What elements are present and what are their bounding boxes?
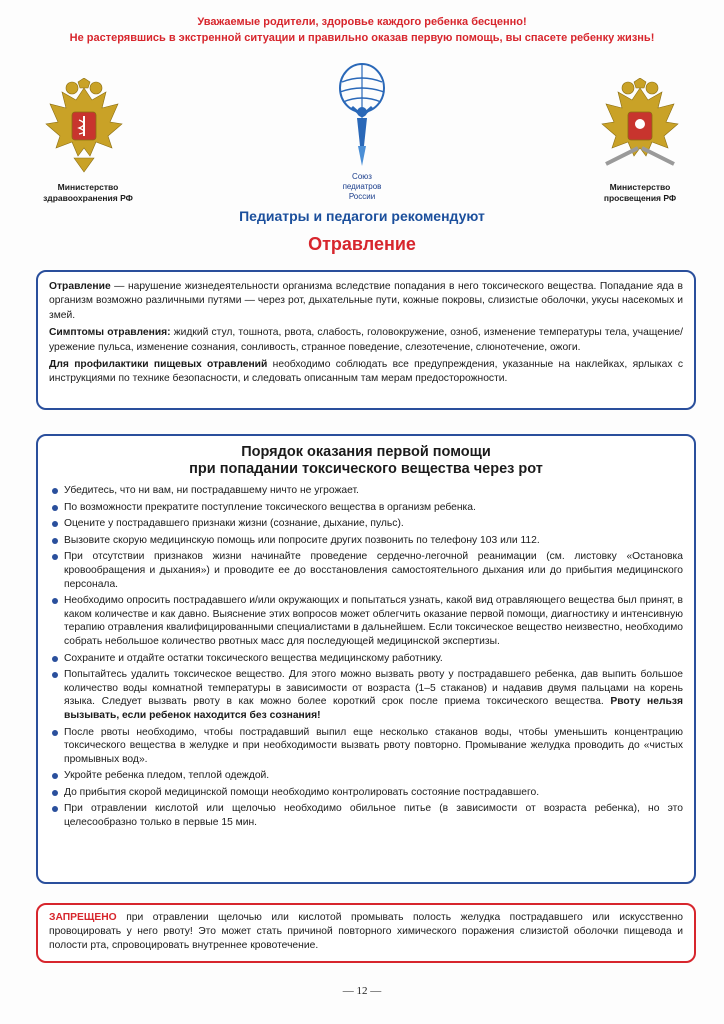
steps-title-line: Порядок оказания первой помощи	[241, 444, 491, 460]
steps-title-line: при попадании токсического вещества через рот	[189, 461, 543, 477]
definition-term: Отравление	[49, 281, 111, 292]
header-line-2: Не растерявшись в экстренной ситуации и правильно оказав первую помощь, вы спасете ребенку жизнь!	[69, 32, 655, 44]
caption-line: просвещения РФ	[603, 193, 677, 203]
definition-paragraph	[49, 280, 683, 323]
first-aid-steps-box	[36, 434, 696, 884]
vomit-text: Попытайтесь удалить токсическое вещество. Для этого можно вызвать рвоту у пострадавшего ребенка, дав выпить большое количество воды комнатной температуры в зависимости от возраста (1–5 стаканов) и надавив двумя пальцами на корень языка. Следует вызвать рвоту в как можно более короткий срок после приема токсического вещества.	[64, 669, 683, 708]
list-item: Вызовите скорую медицинскую помощь или попросите других позвонить по телефону 103 или 112.	[49, 534, 683, 548]
caption-line: России	[348, 192, 376, 201]
page-title: Отравление	[308, 234, 416, 254]
header-line-1: Уважаемые родители, здоровье каждого ребенка бесценно!	[197, 16, 527, 28]
symptoms-paragraph	[49, 326, 683, 355]
list-item: До прибытия скорой медицинской помощи необходимо контролировать состояние пострадавшего.	[49, 786, 683, 800]
steps-list	[49, 484, 683, 830]
prevention-paragraph	[49, 358, 683, 387]
education-ministry-caption	[572, 182, 708, 204]
list-item: Необходимо опросить пострадавшего и/или окружающих и попытаться узнать, какой вид отравляющего вещества был принят, в каком количестве и как давно. Выяснение этих вопросов может облегчить оказание первой помощи, диагностику и интенсивную терапию отравления квалифицированными специалистами в дальнейшем. Если токсическое вещество неизвестно, необходимо собрать небольшое количество рвотных масс для последующей медицинской экспертизы.	[49, 594, 683, 648]
pediatrics-union-logo-icon	[333, 62, 391, 175]
list-item: Оцените у пострадавшего признаки жизни (сознание, дыхание, пульс).	[49, 517, 683, 531]
prevention-label: Для профилактики пищевых отравлений	[49, 359, 268, 371]
header-appeal	[0, 14, 724, 46]
warning-box	[36, 903, 696, 963]
health-ministry-caption	[20, 182, 156, 204]
caption-line: Министерство	[57, 182, 119, 192]
warning-word: ЗАПРЕЩЕНО	[49, 912, 117, 923]
caption-line: Министерство	[609, 182, 671, 192]
warning-text: при отравлении щелочью или кислотой промывать полость желудка пострадавшего или искусственно провоцировать у него рвоту! Это может стать причиной повторного химического поражения слизистой оболочки пищевода и полости рта, спровоцировать внутреннее кровотечение.	[49, 912, 683, 951]
education-ministry-emblem-icon	[598, 78, 682, 179]
list-item: После рвоты необходимо, чтобы пострадавший выпил еще несколько стаканов воды, чтобы уменьшить концентрацию токсического вещества в желудке и при необходимости вызвать рвоту повторно. Промывание желудка проводить до «чистых промывных вод».	[49, 726, 683, 767]
list-item: Сохраните и отдайте остатки токсического вещества медицинскому работнику.	[49, 652, 683, 666]
list-item	[49, 668, 683, 722]
list-item: Укройте ребенка пледом, теплой одеждой.	[49, 769, 683, 783]
pediatrics-union-caption	[312, 172, 412, 202]
list-item: При отравлении кислотой или щелочью необходимо обильное питье (в зависимости от возраста ребенка), но это целесообразно только в первые 15 мин.	[49, 802, 683, 829]
page-number: — 12 —	[342, 985, 382, 997]
list-item: При отсутствии признаков жизни начинайте проведение сердечно-легочной реанимации (см. листовку «Остановка кровообращения и дыхания») и проводите ее до восстановления самостоятельного дыхания или до прибытия медицинского персонала.	[49, 550, 683, 591]
steps-title	[49, 444, 683, 478]
list-item: Убедитесь, что ни вам, ни пострадавшему ничто не угрожает.	[49, 484, 683, 498]
health-ministry-emblem-icon	[42, 78, 126, 179]
prevention-text: необходимо соблюдать все предупреждения, указанные на наклейках, ярлыках с инструкциями по технике безопасности, и следовать описанным там мерам предосторожности.	[49, 359, 683, 385]
caption-line: педиатров	[342, 182, 382, 191]
definition-text: — нарушение жизнедеятельности организма вследствие попадания в него токсического вещества. Попадание яда в организм возможно различными путями — через рот, дыхательные пути, кожные покровы, слизистые оболочки, укусы насекомых и змей.	[49, 281, 683, 321]
definition-box	[36, 270, 696, 410]
list-item: По возможности прекратите поступление токсического вещества в организм ребенка.	[49, 501, 683, 515]
caption-line: здравоохранения РФ	[43, 193, 133, 203]
page-subtitle: Педиатры и педагоги рекомендуют	[239, 208, 485, 224]
symptoms-text: жидкий стул, тошнота, рвота, слабость, головокружение, озноб, изменение температуры тела, учащение/урежение пульса, изменение сознания, сонливость, странное поведение, слезотечение, слюнотечение, ожоги.	[49, 327, 683, 353]
vomit-warning: Рвоту нельзя вызывать, если ребенок находится без сознания!	[64, 696, 683, 721]
caption-line: Союз	[352, 172, 372, 181]
symptoms-label: Симптомы отравления:	[49, 327, 171, 339]
